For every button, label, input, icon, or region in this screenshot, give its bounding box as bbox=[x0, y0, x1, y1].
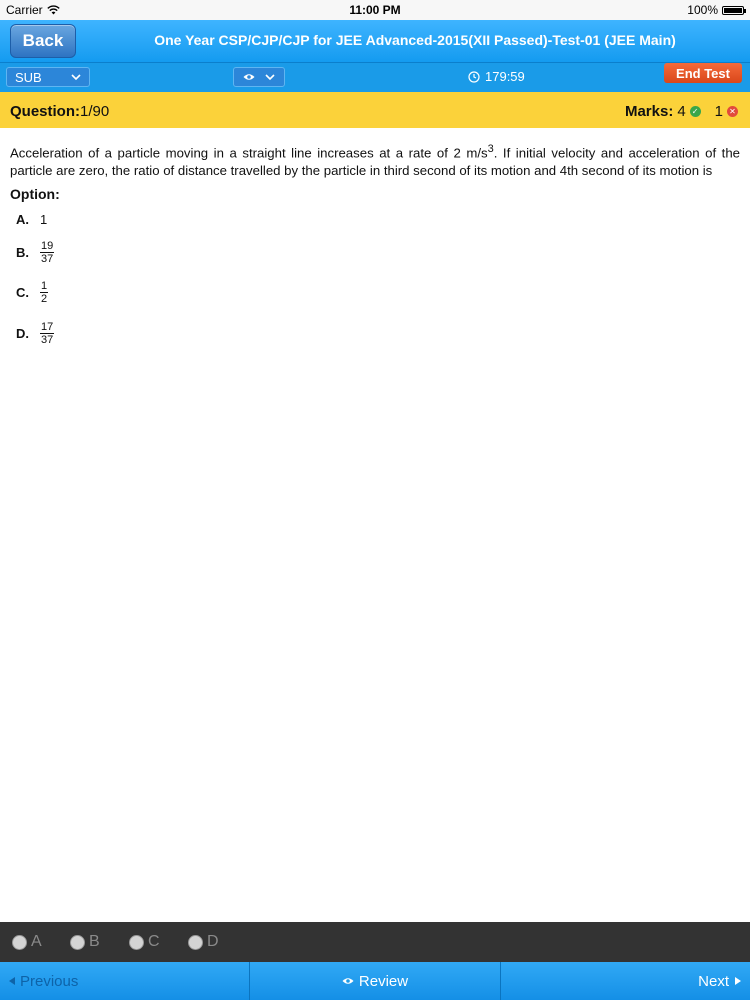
option-value: 1 bbox=[40, 212, 48, 227]
test-toolbar bbox=[0, 63, 750, 92]
marks-correct: 4 bbox=[677, 103, 686, 120]
marks-info bbox=[625, 103, 738, 120]
question-text bbox=[10, 140, 740, 180]
battery-percent: 100% bbox=[687, 3, 718, 17]
review-button[interactable] bbox=[250, 962, 500, 1000]
option-fraction bbox=[40, 321, 54, 346]
fraction-numerator: 17 bbox=[41, 321, 54, 333]
fraction-denominator: 37 bbox=[41, 253, 54, 265]
question-text-part2: . If initial velocity and acceleration of the particle are zero, the ratio of distance travelled by the particle in third second of its motion and 4th second of its motion is bbox=[10, 145, 741, 179]
back-button[interactable]: Back bbox=[10, 24, 76, 58]
option-b bbox=[16, 240, 54, 265]
bottom-navigation bbox=[0, 962, 750, 1000]
fraction-numerator: 1 bbox=[41, 280, 48, 292]
clock-icon bbox=[468, 71, 480, 83]
option-a bbox=[16, 212, 47, 227]
radio-circle-icon bbox=[70, 935, 85, 950]
question-header-bar bbox=[0, 92, 750, 128]
view-filter-dropdown[interactable] bbox=[233, 67, 285, 87]
status-bar bbox=[0, 0, 750, 20]
option-letter: C. bbox=[16, 285, 29, 300]
end-test-button[interactable]: End Test bbox=[664, 63, 742, 83]
answer-radio-label: A bbox=[31, 933, 42, 950]
battery-icon bbox=[722, 6, 744, 15]
review-label: Review bbox=[358, 972, 409, 990]
answer-radio-b[interactable] bbox=[70, 933, 100, 951]
question-superscript: 3 bbox=[487, 143, 494, 155]
radio-circle-icon bbox=[12, 935, 27, 950]
option-d bbox=[16, 321, 54, 346]
answer-radio-label: D bbox=[207, 933, 219, 950]
option-letter: A. bbox=[16, 212, 29, 227]
question-text-part1: Acceleration of a particle moving in a straight line increases at a rate of 2 m/s bbox=[10, 145, 488, 161]
option-fraction bbox=[40, 240, 54, 265]
option-c bbox=[16, 280, 48, 305]
answer-radio-a[interactable] bbox=[12, 933, 42, 951]
check-icon: ✓ bbox=[690, 106, 701, 117]
triangle-right-icon bbox=[734, 976, 742, 986]
nav-header bbox=[0, 20, 750, 63]
option-fraction bbox=[40, 280, 48, 305]
radio-circle-icon bbox=[129, 935, 144, 950]
previous-label: Previous bbox=[20, 972, 79, 990]
page-title: One Year CSP/CJP/CJP for JEE Advanced-2015(XII Passed)-Test-01 (JEE Main) bbox=[154, 32, 676, 48]
eye-icon bbox=[342, 977, 354, 985]
subject-dropdown-value: SUB bbox=[15, 69, 42, 85]
triangle-left-icon bbox=[8, 976, 16, 986]
next-button[interactable] bbox=[501, 962, 750, 1000]
test-timer bbox=[468, 69, 525, 84]
cross-icon: ✕ bbox=[727, 106, 738, 117]
radio-circle-icon bbox=[188, 935, 203, 950]
answer-radio-label: C bbox=[148, 933, 160, 950]
eye-icon bbox=[243, 73, 255, 81]
chevron-down-icon bbox=[71, 74, 81, 81]
option-heading: Option: bbox=[10, 186, 60, 202]
next-label: Next bbox=[698, 972, 729, 990]
marks-wrong: 1 bbox=[714, 103, 723, 120]
marks-label: Marks: bbox=[624, 103, 674, 120]
answer-radio-label: B bbox=[89, 933, 100, 950]
carrier-label: Carrier bbox=[6, 3, 43, 17]
chevron-down-icon bbox=[265, 74, 275, 81]
timer-value: 179:59 bbox=[485, 69, 525, 84]
status-right bbox=[687, 3, 744, 17]
question-number bbox=[10, 103, 109, 120]
fraction-denominator: 37 bbox=[41, 334, 54, 346]
previous-button[interactable] bbox=[0, 962, 249, 1000]
answer-radio-d[interactable] bbox=[188, 933, 219, 951]
fraction-denominator: 2 bbox=[41, 293, 48, 305]
fraction-numerator: 19 bbox=[41, 240, 54, 252]
question-label: Question: bbox=[10, 103, 80, 120]
status-time: 11:00 PM bbox=[349, 3, 401, 17]
answer-radio-c[interactable] bbox=[129, 933, 160, 951]
option-letter: B. bbox=[16, 245, 29, 260]
answer-choice-bar bbox=[0, 922, 750, 962]
subject-dropdown[interactable] bbox=[6, 67, 90, 87]
option-letter: D. bbox=[16, 326, 29, 341]
question-count: 1/90 bbox=[80, 103, 110, 120]
